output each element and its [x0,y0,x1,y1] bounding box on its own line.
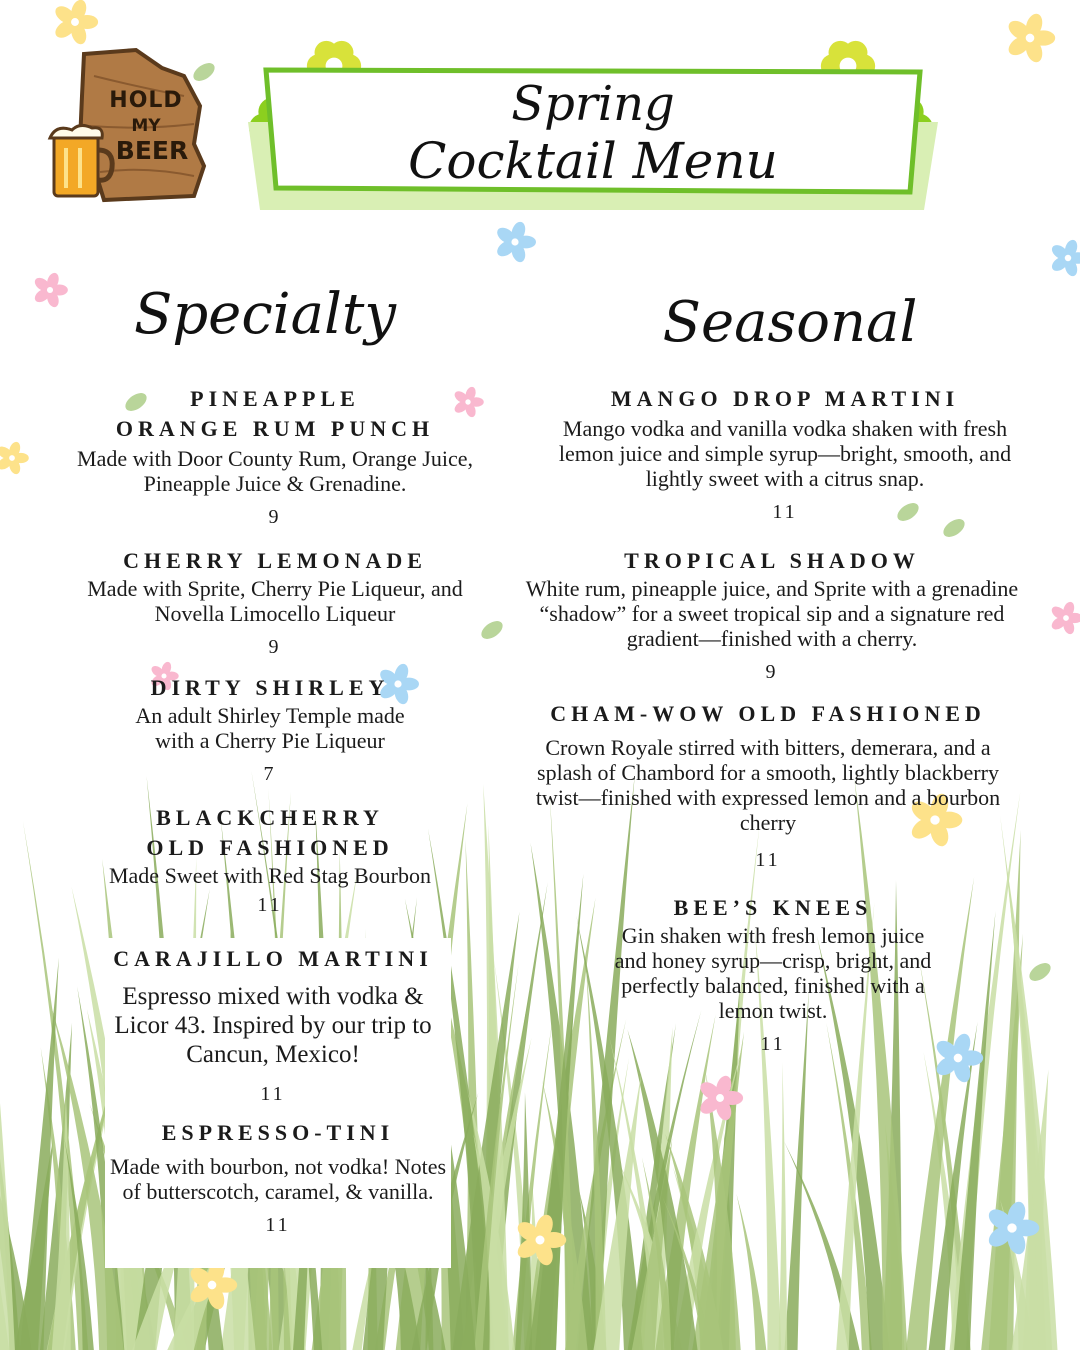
item-name: CHAM-WOW OLD FASHIONED [550,701,986,726]
logo-line-2: MY [131,116,161,136]
banner-title-line-2: Cocktail Menu [408,132,778,190]
item-price: 7 [263,763,277,785]
item-description: Mango vodka and vanilla vodka shaken with fresh lemon juice and simple syrup—bright, smooth, and lightly sweet with a citrus snap. [558,416,1012,491]
banner-title-line-1: Spring [511,76,675,132]
specialty-item-4 [90,803,450,924]
item-description: Made Sweet with Red Stag Bourbon [108,863,432,888]
logo-line-1: HOLD [109,88,183,113]
item-name: CARAJILLO MARTINI [113,946,433,971]
item-description: Espresso mixed with vodka & Licor 43. Inspired by our trip to Cancun, Mexico! [114,983,432,1068]
flower-icon [1049,238,1080,278]
item-description: Made with Sprite, Cherry Pie Liqueur, and Novella Limocello Liqueur [87,576,463,626]
item-price: 11 [265,1214,291,1236]
seasonal-item-1 [540,384,1030,531]
grass-blade [515,1092,532,1350]
item-name: BLACKCHERRY OLD FASHIONED [146,805,394,860]
logo-line-3: BEER [115,136,189,165]
item-name: DIRTY SHIRLEY [150,675,390,700]
specialty-heading: Specialty [133,282,397,347]
flower-icon [32,271,67,308]
item-description: White rum, pineapple juice, and Sprite with a grenadine “shadow” for a sweet tropical sip and a signature red gradient—finished with a cherry. [525,576,1019,651]
specialty-item-2 [70,546,480,666]
item-description: Crown Royale stirred with bitters, demerara, and a splash of Chambord for a smooth, lightly blackberry twist—finished with expressed lemon and a bourbon cherry [535,735,1001,835]
flower-icon [933,1032,983,1085]
grass-blade [779,1062,788,1350]
item-price: 11 [257,894,283,916]
item-price: 9 [268,636,282,658]
seasonal-item-2 [516,546,1028,691]
item-description: Gin shaken with fresh lemon juice and honey syrup—crisp, bright, and perfectly balanced, finished with a lemon twist. [614,923,932,1023]
item-price: 11 [260,1083,286,1105]
specialty-item-5 [98,944,448,1113]
flower-icon [494,220,536,264]
specialty-item-6 [105,1118,451,1244]
item-price: 11 [755,849,781,871]
seasonal-item-3 [518,699,1018,879]
specialty-item-1 [70,384,480,536]
specialty-item-3 [110,673,430,793]
item-price: 9 [268,506,282,528]
flower-icon [1005,12,1055,65]
leaf-icon [478,617,506,642]
flower-icon [0,440,29,475]
item-name: MANGO DROP MARTINI [610,386,960,411]
flower-icon [52,0,98,46]
item-name: BEE’S KNEES [673,895,873,920]
item-name: PINEAPPLE ORANGE RUM PUNCH [115,386,435,441]
item-price: 11 [772,501,798,523]
item-name: TROPICAL SHADOW [624,548,920,573]
item-name: CHERRY LEMONADE [123,548,427,573]
title-banner [248,62,938,212]
item-price: 11 [760,1033,786,1055]
leaf-icon [1026,959,1054,984]
grass-blade [736,1194,766,1350]
seasonal-item-4 [610,893,936,1063]
item-description: An adult Shirley Temple made with a Cherry Pie Liqueur [135,703,405,753]
item-description: Made with bourbon, not vodka! Notes of butterscotch, caramel, & vanilla. [109,1154,447,1204]
seasonal-heading: Seasonal [662,290,918,355]
logo [44,46,214,206]
item-price: 9 [765,661,779,683]
item-description: Made with Door County Rum, Orange Juice, Pineapple Juice & Grenadine. [77,446,473,496]
flower-icon [1049,600,1080,635]
item-name: ESPRESSO-TINI [161,1120,395,1145]
